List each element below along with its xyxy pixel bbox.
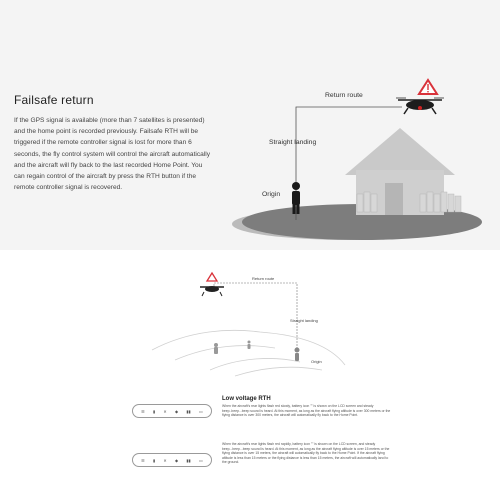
- signal-icon: ☰: [141, 408, 145, 414]
- lcd-status-bar-2: [132, 453, 212, 467]
- person-icon: [295, 348, 300, 362]
- battery-icon: ▮: [152, 408, 156, 414]
- label-straight-landing-small: Straight landing: [290, 318, 318, 323]
- gps-icon: ◆: [175, 457, 179, 463]
- screen-icon: ▭: [199, 457, 203, 463]
- drone-icon: [200, 286, 224, 296]
- section-description: If the GPS signal is available (more than 7 satellites is presented) and the home point is recorded previously. Failsafe RTH will be triggered if the remote controller signal is lost for more than 6 seconds, the fly control system will control the aircraft automatically and the aircraft will fly back to the last recorded Home Point. You can regain control of the aircraft by press the RTH button if the remote controller signal is recovered.: [14, 117, 211, 192]
- low-voltage-text-1: When the aircraft's rear lights flash red slowly, battery icon "" is shown on the LCD screen and steady beep..beep...beep sound is heard. At this moment, as long as the aircraft flying altitude is over 300 meters or the flying distance is over 300 meters, the aircraft will automatically fly back to the Home Point.: [222, 404, 391, 418]
- label-straight-landing: Straight landing: [269, 139, 317, 146]
- gps-icon: ◆: [175, 408, 179, 414]
- screen-icon: ▭: [199, 408, 203, 414]
- signal-icon: ☰: [141, 457, 145, 463]
- low-voltage-text-2: When the aircraft's rear lights flash red rapidly, battery icon "" is shown on the LCD screen, and steady beep...beep...beep sound is heard. At this moment, as long as the aircraft flying altitude is over 15 meters or the flying distance is over 15 meters, the aircraft will automatically fly back to the Home Point. If the aircraft flying altitude is less than 15 meters or the flying distance is less than 15 meters, the aircraft will automatically land to the ground.: [222, 442, 390, 465]
- low-voltage-title: Low voltage RTH: [222, 396, 271, 402]
- label-origin: Origin: [262, 191, 281, 198]
- section-title: Failsafe return: [14, 93, 94, 107]
- close-icon: ✕: [163, 457, 167, 463]
- close-icon: ✕: [163, 408, 167, 414]
- level-icon: ▮▮: [186, 457, 191, 463]
- lcd-status-bar-1: [132, 404, 212, 418]
- label-origin-small: Origin: [311, 359, 322, 364]
- return-route-line: [214, 283, 297, 352]
- level-icon: ▮▮: [186, 408, 191, 414]
- battery-icon: ▮: [152, 457, 156, 463]
- terrain: [152, 330, 345, 376]
- warning-triangle-icon: [207, 273, 217, 281]
- label-return-route-small: Return route: [252, 276, 275, 281]
- label-return-route: Return route: [325, 92, 363, 99]
